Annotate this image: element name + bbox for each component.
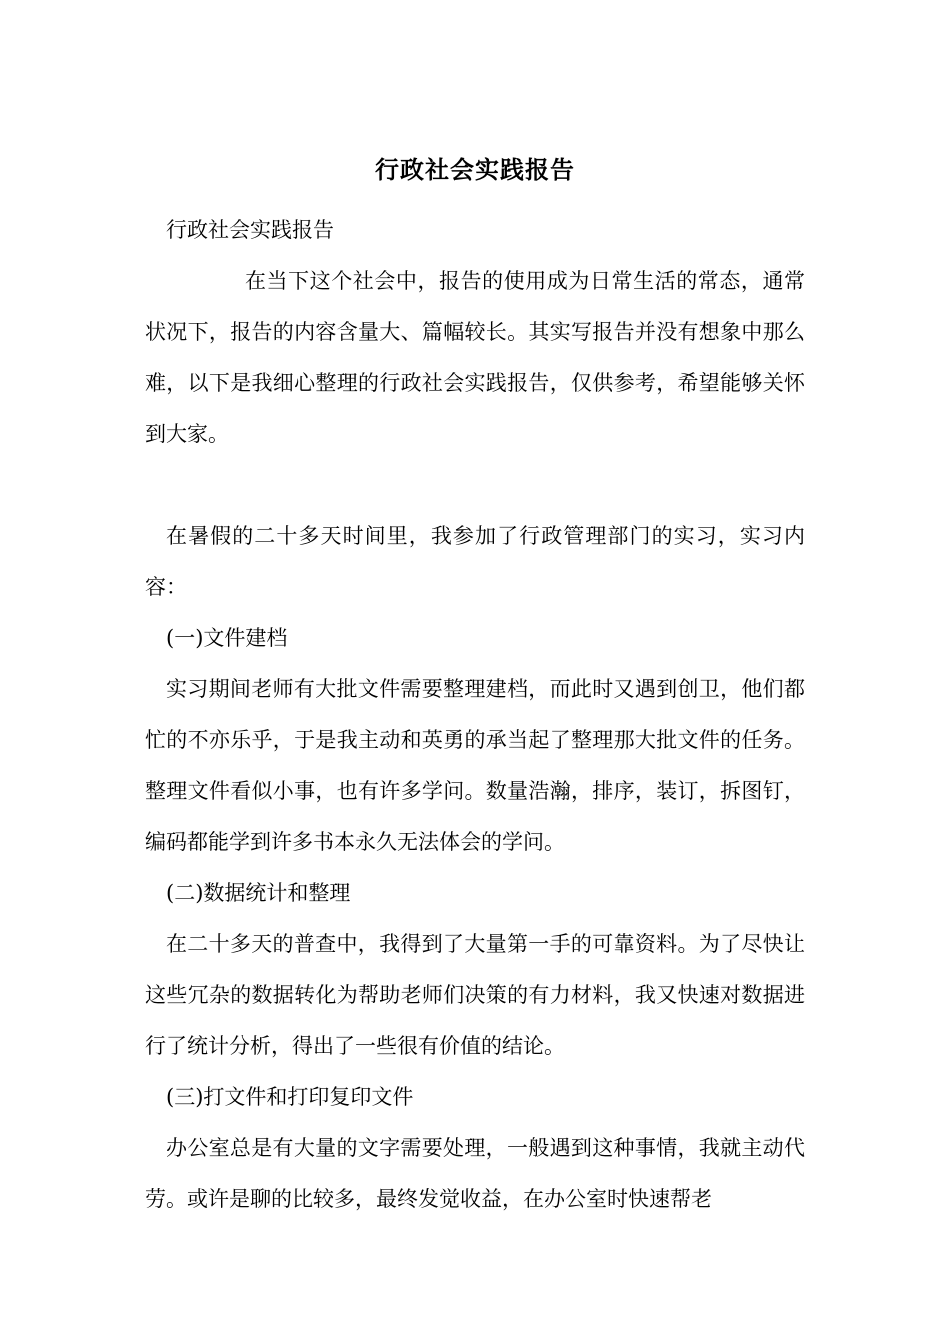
document-title: 行政社会实践报告 bbox=[375, 155, 575, 184]
internship-paragraph: 在暑假的二十多天时间里，我参加了行政管理部门的实习，实习内容： bbox=[145, 524, 805, 599]
section-paragraph-3: 办公室总是有大量的文字需要处理，一般遇到这种事情，我就主动代劳。或许是聊的比较多，最终发觉收益，在办公室时快速帮老 bbox=[145, 1136, 805, 1211]
section-paragraph-2: 在二十多天的普查中，我得到了大量第一手的可靠资料。为了尽快让这些冗杂的数据转化为帮助老师们决策的有力材料，我又快速对数据进行了统计分析，得出了一些很有价值的结论。 bbox=[145, 932, 805, 1058]
section-heading-1: (一)文件建档 bbox=[166, 626, 288, 650]
document-body bbox=[145, 205, 805, 1225]
intro-paragraph: 在当下这个社会中，报告的使用成为日常生活的常态，通常状况下，报告的内容含量大、篇幅较长。其实写报告并没有想象中那么难，以下是我细心整理的行政社会实践报告，仅供参考，希望能够关怀到大家。 bbox=[145, 269, 805, 446]
subtitle-paragraph: 行政社会实践报告 bbox=[166, 218, 334, 242]
section-heading-3: (三)打文件和打印复印文件 bbox=[166, 1085, 414, 1109]
section-heading-2: (二)数据统计和整理 bbox=[166, 881, 351, 905]
section-paragraph-1: 实习期间老师有大批文件需要整理建档，而此时又遇到创卫，他们都忙的不亦乐乎，于是我主动和英勇的承当起了整理那大批文件的任务。整理文件看似小事，也有许多学问。数量浩瀚，排序，装订，拆图钉，编码都能学到许多书本永久无法体会的学问。 bbox=[145, 677, 805, 854]
paragraph-gap bbox=[145, 460, 805, 511]
